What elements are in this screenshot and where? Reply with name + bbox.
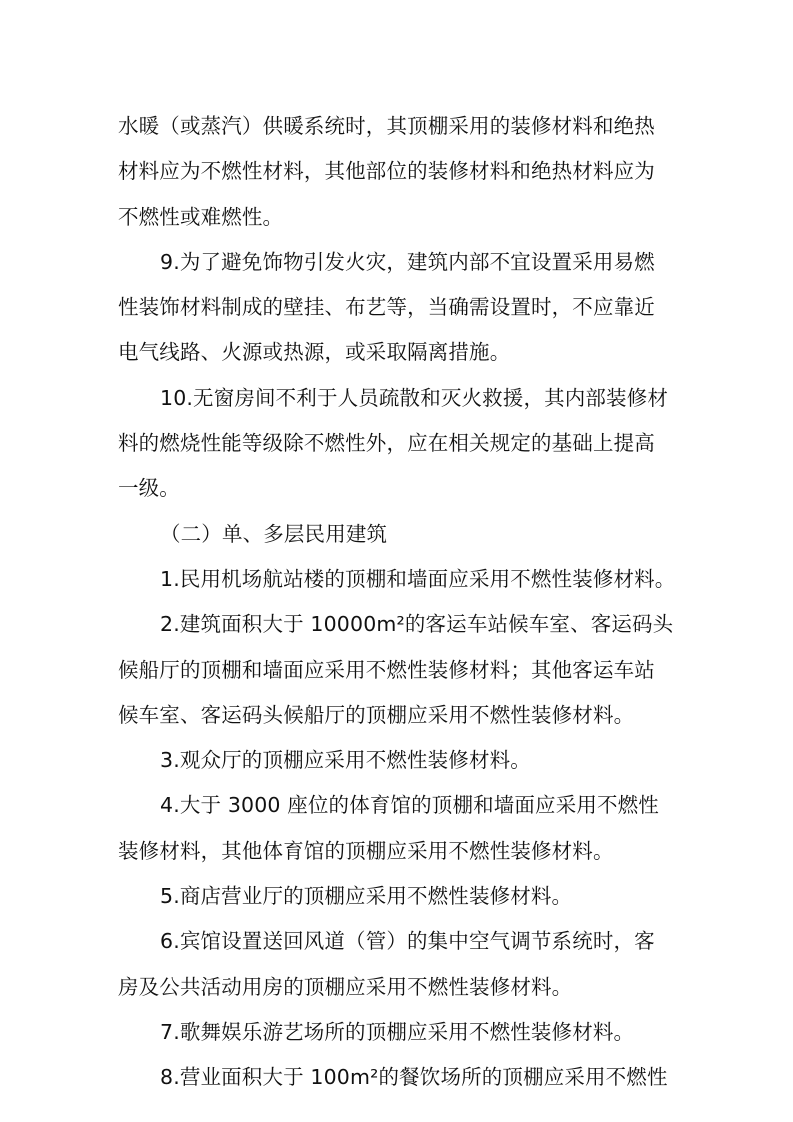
text-line: 房及公共活动用房的顶棚应采用不燃性装修材料。 [118,974,573,999]
text-line: 1.民用机场航站楼的顶棚和墙面应采用不燃性装修材料。 [160,566,676,591]
text-line: 2.建筑面积大于 10000m²的客运车站候车室、客运码头 [160,612,674,637]
text-line: 6.宾馆设置送回风道（管）的集中空气调节系统时，客 [160,929,655,954]
text-line: 9.为了避免饰物引发火灾，建筑内部不宜设置采用易燃 [160,249,655,274]
text-line: 一级。 [118,476,180,501]
text-line: 8.营业面积大于 100m²的餐饮场所的顶棚应采用不燃性 [160,1065,668,1090]
text-line: 水暖（或蒸汽）供暖系统时，其顶棚采用的装修材料和绝热 [118,114,655,138]
text-line: （二）单、多层民用建筑 [160,521,388,546]
document-body [118,104,678,1101]
text-line: 10.无窗房间不利于人员疏散和灭火救援，其内部装修材 [160,385,669,410]
text-line: 材料应为不燃性材料，其他部位的装修材料和绝热材料应为 [118,159,655,184]
text-line: 电气线路、火源或热源，或采取隔离措施。 [118,340,511,365]
text-line: 候车室、客运码头候船厅的顶棚应采用不燃性装修材料。 [118,702,635,727]
text-line: 7.歌舞娱乐游艺场所的顶棚应采用不燃性装修材料。 [160,1019,635,1044]
text-line: 不燃性或难燃性。 [118,204,284,229]
text-line: 装修材料，其他体育馆的顶棚应采用不燃性装修材料。 [118,838,614,863]
text-line: 3.观众厅的顶棚应采用不燃性装修材料。 [160,748,531,773]
text-line: 性装饰材料制成的壁挂、布艺等，当确需设置时，不应靠近 [118,295,655,320]
text-line: 候船厅的顶棚和墙面应采用不燃性装修材料；其他客运车站 [118,657,655,682]
text-line: 4.大于 3000 座位的体育馆的顶棚和墙面应采用不燃性 [160,793,659,818]
text-line: 5.商店营业厅的顶棚应采用不燃性装修材料。 [160,884,573,909]
text-line: 料的燃烧性能等级除不燃性外，应在相关规定的基础上提高 [118,431,655,456]
